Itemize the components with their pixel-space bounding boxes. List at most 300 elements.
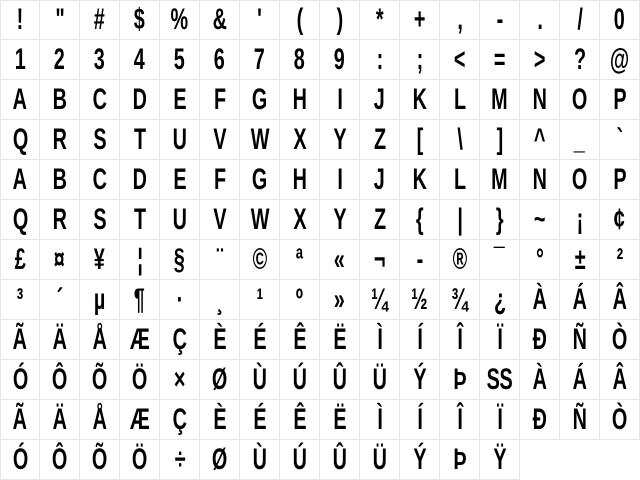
glyph-cell[interactable]: [480, 120, 520, 160]
glyph: ²: [616, 242, 623, 276]
glyph-cell[interactable]: [320, 440, 360, 480]
glyph-cell[interactable]: [120, 160, 160, 200]
glyph-cell[interactable]: [520, 200, 560, 240]
glyph-cell[interactable]: [320, 320, 360, 360]
glyph-cell[interactable]: [80, 120, 120, 160]
glyph-cell[interactable]: [80, 0, 120, 40]
glyph-cell[interactable]: [0, 160, 40, 200]
glyph-cell[interactable]: [400, 120, 440, 160]
glyph-cell[interactable]: [120, 360, 160, 400]
glyph: ³: [16, 282, 24, 316]
glyph-cell[interactable]: [200, 80, 240, 120]
glyph: -: [416, 242, 423, 276]
glyph: V: [213, 202, 226, 236]
glyph-cell[interactable]: [240, 120, 280, 160]
glyph-cell[interactable]: [400, 360, 440, 400]
glyph-cell[interactable]: [360, 200, 400, 240]
glyph-cell[interactable]: [440, 400, 480, 440]
glyph-cell[interactable]: [80, 40, 120, 80]
glyph: T: [133, 122, 146, 156]
glyph-cell[interactable]: [200, 400, 240, 440]
glyph-cell[interactable]: [200, 120, 240, 160]
glyph-cell[interactable]: [0, 360, 40, 400]
glyph: Ÿ: [493, 442, 506, 476]
glyph-cell[interactable]: [160, 400, 200, 440]
glyph-cell[interactable]: [440, 0, 480, 40]
glyph-cell[interactable]: [40, 280, 80, 320]
glyph-cell[interactable]: [40, 440, 80, 480]
glyph-cell[interactable]: [280, 80, 320, 120]
glyph: ¸: [216, 282, 223, 316]
glyph-cell[interactable]: [280, 320, 320, 360]
glyph: ¡: [576, 202, 583, 236]
glyph-cell[interactable]: [440, 280, 480, 320]
glyph: L: [453, 162, 466, 196]
glyph-cell[interactable]: [40, 40, 80, 80]
glyph: Í: [416, 322, 423, 356]
glyph-cell[interactable]: [440, 320, 480, 360]
glyph: (: [296, 3, 303, 36]
glyph: 0: [614, 3, 625, 36]
glyph-cell[interactable]: [280, 240, 320, 280]
glyph-cell[interactable]: [360, 280, 400, 320]
glyph: Ë: [333, 402, 346, 436]
glyph-cell[interactable]: [240, 0, 280, 40]
glyph-cell[interactable]: [520, 80, 560, 120]
glyph: Z: [373, 122, 386, 156]
glyph-cell[interactable]: [120, 200, 160, 240]
glyph: ^: [533, 122, 546, 156]
glyph-cell[interactable]: [200, 160, 240, 200]
glyph: À: [532, 362, 547, 396]
glyph-cell[interactable]: [440, 160, 480, 200]
glyph: :: [376, 42, 383, 76]
glyph-cell[interactable]: [360, 0, 400, 40]
glyph: -: [496, 3, 503, 36]
glyph: Á: [572, 362, 587, 396]
glyph-cell[interactable]: [480, 320, 520, 360]
glyph: Ñ: [572, 402, 587, 436]
glyph-cell[interactable]: [400, 440, 440, 480]
glyph-cell[interactable]: [0, 80, 40, 120]
glyph: º: [296, 282, 303, 316]
glyph-cell[interactable]: [120, 0, 160, 40]
glyph: ?: [573, 42, 586, 76]
glyph: +: [413, 3, 426, 36]
glyph-cell[interactable]: [0, 400, 40, 440]
glyph: R: [52, 122, 67, 156]
glyph-cell[interactable]: [560, 80, 600, 120]
glyph: ): [336, 3, 343, 36]
glyph: M: [491, 82, 508, 116]
glyph-cell[interactable]: [120, 120, 160, 160]
glyph: Ú: [292, 362, 307, 396]
glyph-cell[interactable]: [520, 280, 560, 320]
glyph-cell[interactable]: [80, 200, 120, 240]
glyph-cell[interactable]: [480, 360, 520, 400]
glyph-cell[interactable]: [240, 280, 280, 320]
glyph-cell[interactable]: [480, 440, 520, 480]
glyph-cell[interactable]: [400, 240, 440, 280]
glyph-cell[interactable]: [440, 120, 480, 160]
glyph: 4: [134, 42, 145, 76]
glyph-cell[interactable]: [240, 240, 280, 280]
glyph-cell[interactable]: [520, 400, 560, 440]
glyph-cell[interactable]: [0, 200, 40, 240]
glyph-cell[interactable]: [160, 440, 200, 480]
glyph: N: [532, 82, 547, 116]
glyph-cell[interactable]: [440, 200, 480, 240]
glyph: 9: [334, 42, 345, 76]
glyph: Ï: [496, 402, 503, 436]
glyph-cell[interactable]: [40, 240, 80, 280]
glyph-cell[interactable]: [520, 40, 560, 80]
glyph: .: [536, 3, 543, 36]
glyph-cell[interactable]: [200, 240, 240, 280]
glyph: ¾: [451, 282, 468, 316]
glyph: Ú: [292, 442, 307, 476]
glyph-cell[interactable]: [480, 80, 520, 120]
glyph-cell[interactable]: [440, 80, 480, 120]
glyph: ¢: [614, 202, 625, 236]
glyph: Ø: [211, 362, 228, 396]
glyph-cell[interactable]: [0, 280, 40, 320]
glyph-cell[interactable]: [280, 40, 320, 80]
glyph: Õ: [91, 442, 108, 476]
glyph: °: [535, 242, 544, 276]
glyph: O: [571, 162, 588, 196]
glyph: ×: [173, 362, 186, 396]
glyph: G: [251, 162, 268, 196]
glyph-cell[interactable]: [520, 0, 560, 40]
glyph-cell[interactable]: [560, 120, 600, 160]
glyph-cell[interactable]: [80, 280, 120, 320]
glyph-cell[interactable]: [480, 160, 520, 200]
glyph-cell[interactable]: [320, 360, 360, 400]
glyph-cell[interactable]: [0, 0, 40, 40]
glyph: A: [13, 82, 27, 116]
glyph-cell[interactable]: [160, 280, 200, 320]
glyph: Ù: [252, 362, 267, 396]
glyph: ': [257, 3, 262, 36]
glyph: \: [456, 122, 463, 156]
glyph-cell[interactable]: [560, 240, 600, 280]
glyph: ª: [295, 242, 303, 276]
glyph-cell[interactable]: [40, 360, 80, 400]
glyph-cell[interactable]: [160, 0, 200, 40]
glyph-cell[interactable]: [480, 280, 520, 320]
glyph-cell[interactable]: [600, 360, 640, 400]
glyph-cell[interactable]: [600, 280, 640, 320]
glyph: ¨: [216, 242, 223, 276]
glyph-cell[interactable]: [240, 160, 280, 200]
glyph: ¤: [54, 242, 65, 276]
glyph-cell[interactable]: [240, 440, 280, 480]
glyph-cell[interactable]: [40, 160, 80, 200]
glyph-cell[interactable]: [80, 160, 120, 200]
glyph: È: [213, 322, 226, 356]
glyph-cell[interactable]: [200, 0, 240, 40]
glyph: Ç: [172, 322, 187, 356]
glyph: Ð: [532, 402, 547, 436]
glyph: U: [172, 122, 187, 156]
glyph-cell[interactable]: [480, 40, 520, 80]
glyph-cell[interactable]: [520, 320, 560, 360]
glyph: I: [336, 82, 343, 116]
glyph-cell[interactable]: [280, 440, 320, 480]
glyph: N: [532, 162, 547, 196]
glyph-cell[interactable]: [120, 40, 160, 80]
glyph-cell[interactable]: [320, 80, 360, 120]
glyph-cell[interactable]: [560, 400, 600, 440]
glyph-cell[interactable]: [360, 320, 400, 360]
glyph: C: [92, 162, 107, 196]
glyph: _: [574, 122, 585, 156]
glyph: ±: [574, 242, 585, 276]
glyph-cell[interactable]: [440, 40, 480, 80]
glyph: E: [173, 82, 186, 116]
glyph-cell[interactable]: [80, 440, 120, 480]
glyph-cell[interactable]: [40, 400, 80, 440]
glyph-cell[interactable]: [0, 40, 40, 80]
glyph-cell[interactable]: [200, 360, 240, 400]
glyph: Q: [12, 122, 28, 156]
glyph: /: [576, 3, 583, 36]
glyph-cell[interactable]: [240, 360, 280, 400]
glyph-cell[interactable]: [160, 160, 200, 200]
glyph-cell[interactable]: [600, 120, 640, 160]
glyph: Þ: [453, 442, 466, 476]
glyph-cell[interactable]: [520, 360, 560, 400]
glyph-cell[interactable]: [160, 80, 200, 120]
glyph-cell[interactable]: [560, 280, 600, 320]
glyph-cell[interactable]: [400, 160, 440, 200]
glyph: ¬: [373, 242, 386, 276]
glyph-cell[interactable]: [360, 240, 400, 280]
glyph-cell[interactable]: [600, 0, 640, 40]
glyph-cell[interactable]: [280, 400, 320, 440]
glyph-cell[interactable]: [280, 360, 320, 400]
glyph: Ö: [131, 442, 148, 476]
glyph-cell[interactable]: [320, 280, 360, 320]
glyph-cell[interactable]: [520, 240, 560, 280]
glyph: Î: [456, 402, 463, 436]
glyph-cell[interactable]: [40, 320, 80, 360]
glyph: ¯: [494, 242, 505, 276]
glyph-cell[interactable]: [120, 80, 160, 120]
glyph-cell[interactable]: [400, 80, 440, 120]
glyph: Ò: [611, 322, 628, 356]
glyph: `: [616, 122, 623, 156]
glyph-cell[interactable]: [80, 320, 120, 360]
glyph: Ä: [52, 322, 67, 356]
glyph-cell[interactable]: [480, 200, 520, 240]
glyph-cell[interactable]: [280, 120, 320, 160]
glyph: D: [132, 162, 147, 196]
glyph-cell[interactable]: [160, 360, 200, 400]
glyph-cell[interactable]: [40, 200, 80, 240]
glyph: §: [174, 242, 185, 276]
glyph: £: [14, 242, 26, 276]
glyph: |: [456, 202, 463, 236]
glyph: Ê: [293, 322, 306, 356]
glyph: S: [93, 122, 106, 156]
glyph-cell[interactable]: [120, 440, 160, 480]
glyph: H: [292, 82, 307, 116]
glyph: ©: [252, 242, 267, 276]
glyph-cell[interactable]: [320, 160, 360, 200]
glyph-cell[interactable]: [240, 80, 280, 120]
glyph-cell[interactable]: [80, 240, 120, 280]
glyph-cell[interactable]: [440, 240, 480, 280]
glyph-cell[interactable]: [0, 120, 40, 160]
glyph: !: [16, 3, 24, 36]
glyph-cell[interactable]: [600, 400, 640, 440]
glyph-cell[interactable]: [360, 160, 400, 200]
glyph-cell[interactable]: [600, 240, 640, 280]
glyph-cell[interactable]: [560, 160, 600, 200]
glyph-cell[interactable]: [160, 240, 200, 280]
glyph-cell[interactable]: [400, 280, 440, 320]
glyph: H: [292, 162, 307, 196]
glyph: X: [293, 122, 306, 156]
glyph-cell[interactable]: [560, 200, 600, 240]
glyph: S: [93, 202, 106, 236]
glyph-cell[interactable]: [280, 0, 320, 40]
glyph-cell[interactable]: [480, 400, 520, 440]
glyph-cell[interactable]: [120, 400, 160, 440]
glyph-cell[interactable]: [520, 160, 560, 200]
glyph: *: [375, 3, 384, 36]
glyph-cell[interactable]: [560, 360, 600, 400]
glyph-cell[interactable]: [200, 200, 240, 240]
glyph-cell[interactable]: [240, 400, 280, 440]
glyph-cell[interactable]: [400, 400, 440, 440]
glyph-cell[interactable]: [560, 40, 600, 80]
glyph-cell[interactable]: [600, 320, 640, 360]
glyph-cell[interactable]: [200, 40, 240, 80]
glyph: 1: [14, 42, 26, 76]
glyph: Â: [612, 282, 627, 316]
glyph-cell[interactable]: [280, 200, 320, 240]
glyph: Î: [456, 322, 463, 356]
glyph-cell[interactable]: [480, 240, 520, 280]
glyph-cell[interactable]: [360, 120, 400, 160]
glyph-cell[interactable]: [440, 360, 480, 400]
glyph: &: [212, 3, 227, 36]
glyph-cell[interactable]: [360, 40, 400, 80]
glyph: W: [250, 202, 269, 236]
glyph-cell[interactable]: [600, 40, 640, 80]
glyph-cell[interactable]: [120, 240, 160, 280]
glyph: X: [293, 202, 306, 236]
glyph-cell[interactable]: [440, 440, 480, 480]
glyph-cell[interactable]: [160, 320, 200, 360]
glyph: Ø: [211, 442, 228, 476]
glyph-cell[interactable]: [320, 240, 360, 280]
glyph: ´: [56, 282, 63, 316]
glyph: É: [253, 402, 266, 436]
glyph: ¿: [493, 282, 506, 316]
glyph-cell[interactable]: [360, 440, 400, 480]
glyph: Ã: [13, 322, 27, 356]
glyph-cell[interactable]: [240, 320, 280, 360]
glyph-cell[interactable]: [280, 280, 320, 320]
glyph-cell[interactable]: [320, 40, 360, 80]
glyph-cell[interactable]: [40, 0, 80, 40]
glyph: {: [415, 202, 424, 236]
glyph-cell[interactable]: [160, 200, 200, 240]
glyph-cell[interactable]: [320, 400, 360, 440]
glyph-cell[interactable]: [320, 120, 360, 160]
glyph-cell[interactable]: [360, 400, 400, 440]
glyph: Ó: [12, 442, 28, 476]
glyph-cell[interactable]: [400, 0, 440, 40]
glyph-cell[interactable]: [80, 80, 120, 120]
glyph-cell[interactable]: [320, 200, 360, 240]
glyph: Õ: [91, 362, 108, 396]
glyph: µ: [93, 282, 106, 316]
glyph-cell[interactable]: [40, 120, 80, 160]
glyph-cell[interactable]: [560, 0, 600, 40]
glyph-cell[interactable]: [200, 280, 240, 320]
glyph-cell[interactable]: [240, 40, 280, 80]
glyph-cell[interactable]: [600, 160, 640, 200]
glyph-cell[interactable]: [80, 360, 120, 400]
glyph: Ã: [13, 402, 27, 436]
glyph-cell[interactable]: [520, 120, 560, 160]
glyph-cell[interactable]: [400, 320, 440, 360]
glyph: »: [334, 282, 345, 316]
glyph-cell[interactable]: [320, 0, 360, 40]
glyph-cell[interactable]: [360, 80, 400, 120]
glyph-cell[interactable]: [0, 320, 40, 360]
glyph-cell[interactable]: [160, 40, 200, 80]
glyph-cell[interactable]: [200, 320, 240, 360]
glyph: ¦: [136, 242, 143, 276]
glyph: È: [213, 402, 226, 436]
glyph-cell[interactable]: [240, 200, 280, 240]
glyph-cell[interactable]: [400, 200, 440, 240]
glyph: 5: [174, 42, 185, 76]
glyph: Ì: [376, 402, 383, 436]
glyph-cell[interactable]: [480, 0, 520, 40]
glyph-cell[interactable]: [600, 80, 640, 120]
glyph-cell[interactable]: [0, 240, 40, 280]
glyph-cell[interactable]: [280, 160, 320, 200]
glyph-cell[interactable]: [600, 200, 640, 240]
glyph: Û: [332, 442, 347, 476]
glyph-cell[interactable]: [40, 80, 80, 120]
glyph: Ô: [51, 362, 68, 396]
glyph: Ö: [131, 362, 148, 396]
glyph: ¼: [371, 282, 388, 316]
glyph-cell[interactable]: [400, 40, 440, 80]
glyph-cell[interactable]: [560, 320, 600, 360]
glyph: Â: [612, 362, 627, 396]
glyph: Ü: [372, 442, 387, 476]
glyph: À: [532, 282, 547, 316]
glyph: Ý: [413, 362, 426, 396]
glyph-cell[interactable]: [200, 440, 240, 480]
glyph-cell[interactable]: [80, 400, 120, 440]
glyph-cell[interactable]: [0, 440, 40, 480]
glyph-cell[interactable]: [160, 120, 200, 160]
glyph: >: [533, 42, 546, 76]
glyph-cell[interactable]: [360, 360, 400, 400]
glyph-cell[interactable]: [120, 280, 160, 320]
glyph-cell[interactable]: [120, 320, 160, 360]
